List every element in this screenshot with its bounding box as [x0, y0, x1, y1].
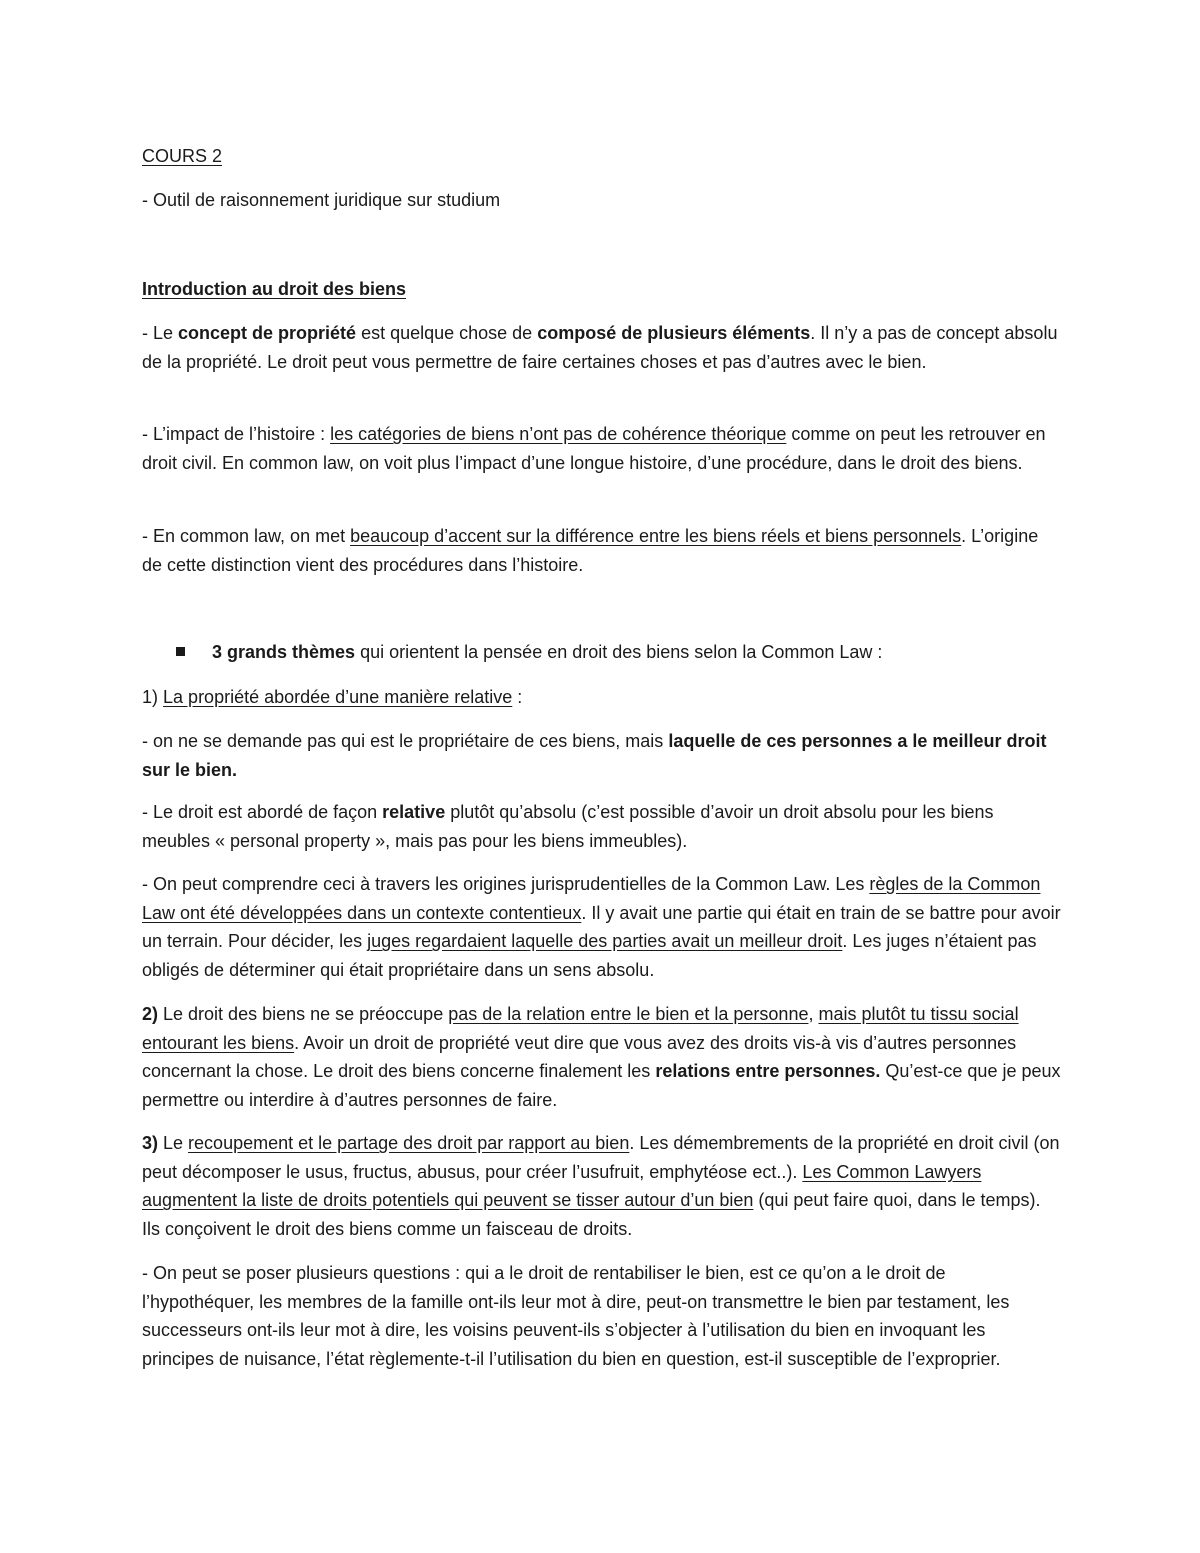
paragraph-questions: - On peut se poser plusieurs questions : qui a le droit de rentabiliser le bien, est ce qu’on a le droit de l’hypothéquer, les membres de la famille ont-ils leur mot à dire, peut-on transmettre le bien par testament, les successeurs ont-ils leur mot à dire, les voisins peuvent-ils s’objecter à l’utilisation du bien en invoquant les principes de nuisance, l’état règlemente-t-il l’utilisation du bien en question, est-il susceptible de l’exproprier.: [142, 1263, 1010, 1369]
bold-text: composé de plusieurs éléments: [537, 323, 811, 343]
bold-text: 3 grands thèmes: [212, 642, 356, 662]
page-title: COURS 2: [142, 146, 223, 166]
theme-number: 2): [142, 1004, 159, 1024]
text: - L’impact de l’histoire :: [142, 424, 331, 444]
underlined-text: recoupement et le partage des droit par rapport au bien: [188, 1133, 630, 1153]
theme-title: La propriété abordée d’une manière relative: [163, 687, 513, 707]
paragraph-impact-histoire: [142, 420, 1062, 477]
bold-text: relative: [382, 802, 446, 822]
paragraph-concept-propriete: [142, 319, 1062, 376]
text: (qui peut faire quoi, dans le temps). Ils conçoivent le droit des biens comme un faisceau de droits.: [142, 1190, 1041, 1239]
text: - Le droit est abordé de façon: [142, 802, 383, 822]
underlined-text: beaucoup d’accent sur la différence entre les biens réels et biens personnels: [350, 526, 962, 546]
underlined-text: règles de la Common Law ont été développées dans un contexte contentieux: [142, 874, 1041, 923]
underlined-text: Les Common Lawyers augmentent la liste de droits potentiels qui peuvent se tisser autour d’un bien: [142, 1161, 982, 1211]
text: Qu’est-ce que je peux permettre ou interdire à d’autres personnes de faire.: [142, 1061, 1061, 1110]
theme-number: 3): [142, 1133, 159, 1153]
square-bullet-icon: [176, 647, 185, 656]
text: Le droit des biens ne se préoccupe: [158, 1004, 449, 1024]
theme-1-heading: [142, 683, 522, 712]
paragraph-common-law-distinction: [142, 522, 1062, 579]
theme-3-paragraph: [142, 1129, 1062, 1243]
line-outil: - Outil de raisonnement juridique sur studium: [142, 190, 501, 210]
text: - on ne se demande pas qui est le propriétaire de ces biens, mais: [142, 731, 669, 751]
text: . Il n’y a pas de concept absolu de la propriété. Le droit peut vous permettre de faire certaines choses et pas d’autres avec le bien.: [142, 323, 1058, 372]
underlined-text: les catégories de biens n’ont pas de cohérence théorique: [330, 424, 787, 444]
text: - Le: [142, 323, 179, 343]
text: :: [512, 687, 523, 707]
text: . L’origine de cette distinction vient des procédures dans l’histoire.: [142, 526, 1039, 575]
text: ,: [808, 1004, 819, 1024]
underlined-text: juges regardaient laquelle des parties avait un meilleur droit: [367, 931, 843, 952]
text: est quelque chose de: [356, 323, 538, 343]
paragraph-origines-jurisprudentielles: [142, 870, 1062, 984]
text: . Les juges n’étaient pas obligés de déterminer qui était propriétaire dans un sens absolu.: [142, 931, 1037, 980]
underlined-text: pas de la relation entre le bien et la personne: [448, 1004, 809, 1024]
section-title: [142, 275, 406, 304]
theme-2-paragraph: [142, 1000, 1062, 1114]
underlined-text: mais plutôt tu tissu social entourant les biens: [142, 1004, 1019, 1053]
paragraph-meilleur-droit: [142, 727, 1062, 784]
bold-text: laquelle de ces personnes a le meilleur droit sur le bien.: [142, 731, 1047, 780]
text: Le: [158, 1133, 189, 1153]
bold-text: concept de propriété: [178, 323, 357, 343]
text: comme on peut les retrouver en droit civil. En common law, on voit plus l’impact d’une longue histoire, d’une procédure, dans le droit des biens.: [142, 424, 1046, 473]
bullet-item-trois-themes: [142, 638, 1062, 667]
text: - On peut comprendre ceci à travers les origines jurisprudentielles de la Common Law. Les: [142, 874, 870, 894]
theme-number: 1): [142, 687, 159, 707]
text: . Il y avait une partie qui était en train de se battre pour avoir un terrain. Pour décider, les: [142, 902, 1061, 952]
text: . Avoir un droit de propriété veut dire que vous avez des droits vis-à vis d’autres personnes concernant la chose. Le droit des biens concerne finalement les: [142, 1032, 1017, 1082]
paragraph-relative: [142, 798, 1062, 855]
text: . Les démembrements de la propriété en droit civil (on peut décomposer le usus, fructus, abusus, pour créer l’usufruit, emphytéose ect..).: [142, 1133, 1060, 1182]
text: - En common law, on met: [142, 526, 351, 546]
text: qui orientent la pensée en droit des biens selon la Common Law :: [355, 642, 883, 662]
text: plutôt qu’absolu (c’est possible d’avoir un droit absolu pour les biens meubles « personal property », mais pas pour les biens immeubles).: [142, 802, 994, 851]
section-title-text: Introduction au droit des biens: [142, 279, 407, 299]
bold-text: relations entre personnes.: [655, 1061, 881, 1082]
